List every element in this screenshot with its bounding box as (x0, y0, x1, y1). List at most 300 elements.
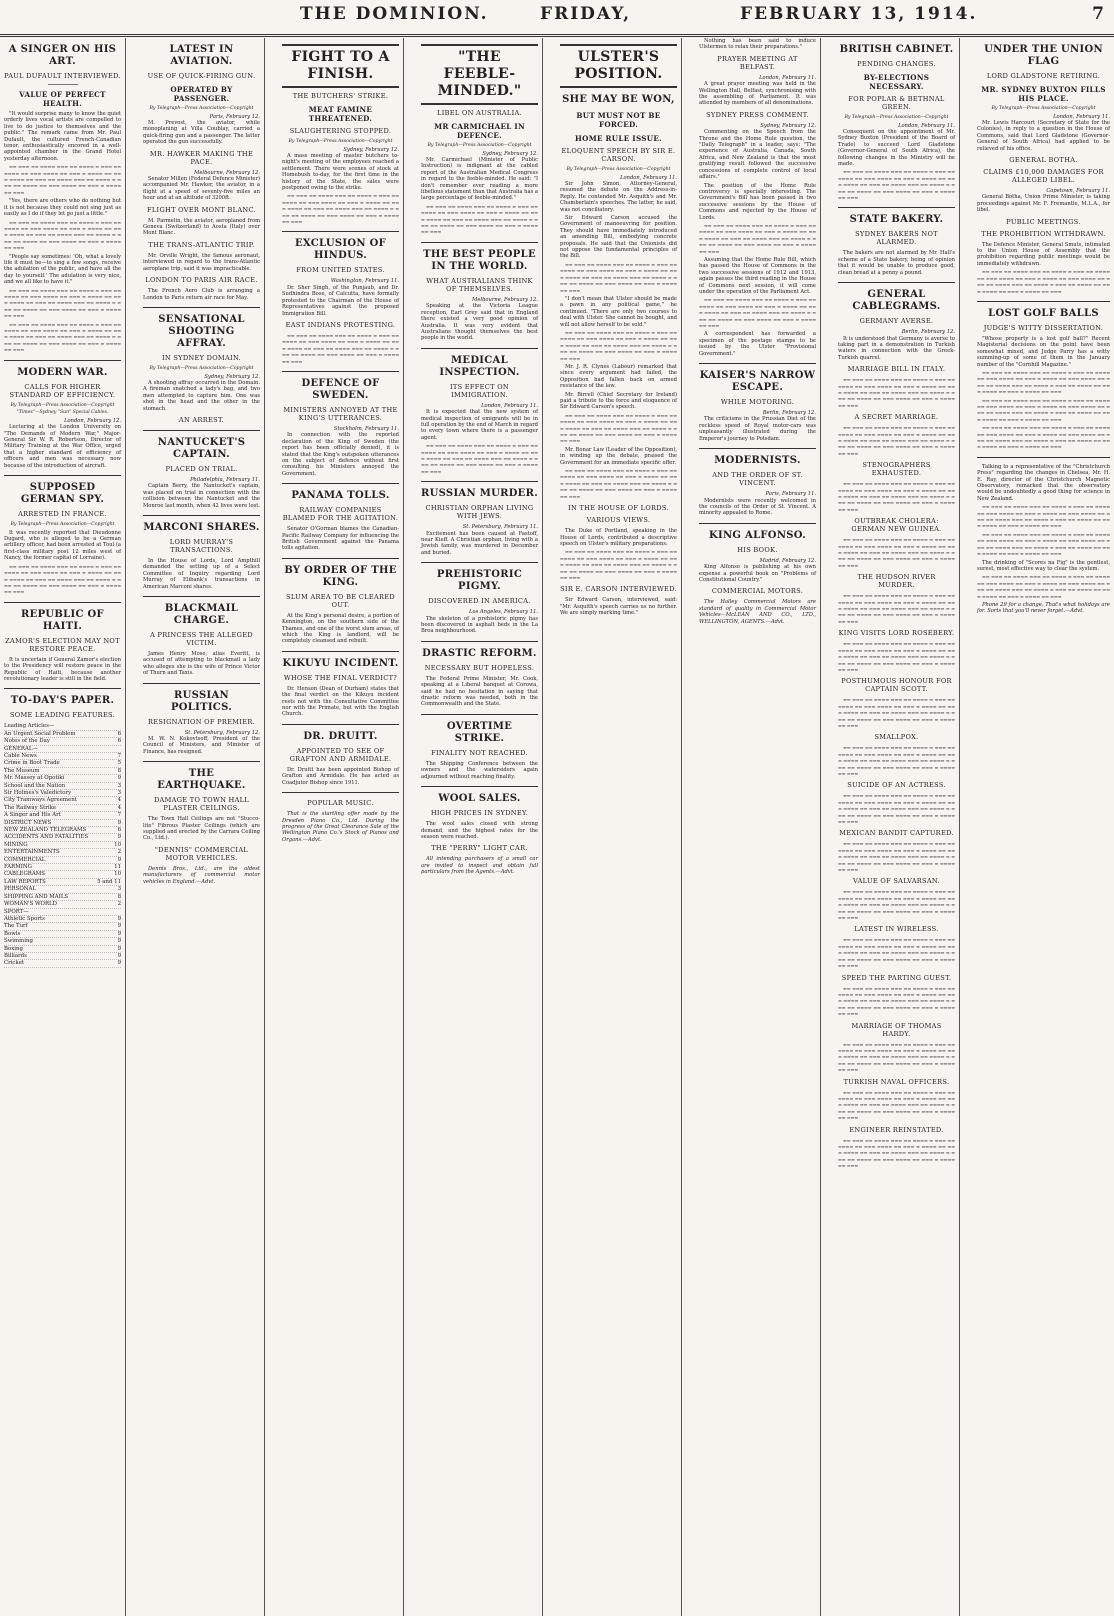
feature-page: 9 (117, 819, 121, 826)
subheading: SOME LEADING FEATURES. (9, 711, 116, 720)
masthead (0, 0, 1114, 37)
article-paragraph: It is uncertain if General Zamor's election to the Presidency will restore peace in the Republic of Haiti, because another revolutionary leader is still in the field. (4, 656, 121, 682)
feature-item (4, 871, 121, 878)
feature-item (4, 783, 121, 790)
feature-page: 7 (117, 752, 121, 759)
press-credit: By Telegraph—Press Association—Copyright (10, 402, 115, 408)
dateline: Capetown, February 11. (1046, 188, 1110, 195)
feature-name: Cricket (4, 960, 25, 967)
headline: MARCONI SHARES. (143, 521, 260, 533)
feature-name: SPORT— (4, 908, 29, 915)
article-paragraph: The Duke of Portland, speaking in the House of Lords, contributed a descriptive speech on Ulster's military preparations. (560, 528, 677, 547)
subheading: THE PROHIBITION WITHDRAWN. (981, 229, 1106, 238)
article-paragraph: Mr. Birrell (Chief Secretary for Ireland) paid a tribute to the force and eloquence of Sir Edward Carson's speech. (560, 391, 677, 411)
article-paragraph (4, 220, 121, 252)
divider (977, 457, 1110, 458)
dateline: Paris, February 11. (765, 491, 816, 498)
subheading: MARRIAGE BILL IN ITALY. (847, 365, 946, 374)
feature-page: 5 (117, 760, 121, 767)
feature-name: City Tramways Agreement (4, 797, 77, 804)
article-paragraph: It is understood that Germany is averse to taking part in a demonstration in Turkish waters in connection with the Greek-Turkish quarrel. (838, 335, 955, 361)
feature-name: A Singer and His Art (4, 812, 61, 819)
headline: PANAMA TOLLS. (291, 490, 390, 502)
subheading: SYDNEY PRESS COMMENT. (706, 110, 809, 119)
advertisement: Dennis Bros., Ltd., are the oldest manufacturers of commercial motor vehicles in England.—Advt. (143, 865, 260, 885)
article-paragraph: M. W. N. Kokovtsoff, President of the Council of Ministers, and Minister of Finance, has resigned. (143, 736, 260, 755)
column-7 (834, 38, 960, 1616)
article-paragraph (838, 593, 955, 625)
issue-date: FEBRUARY 13, 1914. (740, 4, 978, 24)
subheading: SMALLPOX. (874, 733, 919, 742)
divider (4, 360, 121, 361)
feature-page: 4 (117, 797, 121, 804)
divider (282, 483, 399, 484)
article-paragraph: Mr. Bonar Law (Leader of the Opposition), in winding up the debate, praised the Government for an immediate specific offer. (560, 446, 677, 466)
feature-item (4, 738, 121, 745)
subheading: GENERAL BOTHA. (1009, 156, 1078, 165)
feature-item (4, 909, 121, 916)
feature-item (4, 879, 121, 886)
article-paragraph (699, 297, 816, 329)
article-paragraph (838, 169, 955, 201)
article-paragraph: Sir John Simon, Attorney-General, resumed the debate on the Address-in-Reply. He contended Mr. Asquith's and Mr. Chamberlain's speeches. The latter, he said, was not conciliatory. (560, 181, 677, 213)
headline: BY ORDER OF THE KING. (284, 564, 397, 588)
headline: REPUBLIC OF HAITI. (21, 608, 104, 632)
subheading: RESIGNATION OF PREMIER. (147, 717, 256, 726)
feature-name: SHIPPING AND MAILS (4, 893, 69, 900)
article-paragraph: "I don't mean that Ulster should be made a pawn in any political game," he continued. "There are only two courses to deal with Ulster. She cannot be bought, and will not allow herself to be sold." (560, 295, 677, 328)
subheading: JUDGE'S WITTY DISSERTATION. (983, 323, 1104, 332)
advertisement: Phone 29 for a change. That's what holidays are for. Sorts that you'll never forget.—Advt. (977, 601, 1110, 615)
feature-name: Bowls (4, 930, 21, 937)
dateline: London, February 11. (481, 402, 538, 409)
headline: SUPPOSED GERMAN SPY. (20, 482, 105, 506)
article-paragraph: "Whose property is a lost golf ball?" Recent Magisterial decisions on the point have been somewhat mixed, and Judge Parry has a witty summing-up of some of them in the January number of the "Cornhill Magazine." (977, 335, 1110, 368)
article-paragraph: M. Parmelin, the aviator, aeroplaned from Geneva (Switzerland) to Aosta (Italy) over Mont Blanc. (143, 217, 260, 237)
feature-name: WOMAN'S WORLD (4, 901, 57, 908)
headline: TO-DAY'S PAPER. (10, 695, 115, 707)
feature-name: School and the Nation (4, 782, 66, 789)
article-paragraph (699, 223, 816, 255)
subheading: PLACED ON TRIAL. (165, 464, 238, 473)
feature-page: 9 (117, 938, 121, 945)
headline: BLACKMAIL CHARGE. (164, 603, 239, 626)
subheading: POSTHUMOUS HONOUR FOR CAPTAIN SCOTT. (841, 677, 952, 694)
subheading: VALUE OF SALVARSAN. (853, 877, 940, 886)
divider (282, 231, 399, 232)
subheading: MARRIAGE OF THOMAS HARDY. (851, 1021, 942, 1038)
feature-page: 6 (117, 738, 121, 745)
feature-page: 3 (117, 790, 121, 796)
headline: RUSSIAN POLITICS. (170, 689, 233, 713)
feature-name: Athletic Sports (4, 915, 45, 922)
subheading: HIS BOOK. (737, 545, 778, 554)
headline: RUSSIAN MURDER. (421, 488, 538, 500)
subheading: SYDNEY BAKERS NOT ALARMED. (855, 230, 938, 247)
article-paragraph: In the House of Lords, Lord Ampthill demanded the setting up of a Select Committee of Inquiry regarding Lord Murray of Elibank's transactions in American Marconi shares. (143, 557, 260, 590)
headline: NANTUCKET'S CAPTAIN. (157, 436, 246, 460)
feature-page: 9 (117, 945, 121, 952)
divider (282, 651, 399, 652)
press-credit: By Telegraph—Press Association—Copyright (288, 139, 393, 144)
headline: THE EARTHQUAKE. (157, 768, 246, 792)
headline: EXCLUSION OF HINDUS. (294, 238, 386, 262)
subheading: STENOGRAPHERS EXHAUSTED. (862, 461, 931, 478)
feature-name: ACCIDENTS AND FATALITIES (4, 834, 89, 841)
feature-item (4, 775, 121, 782)
feature-page: 10 (114, 871, 121, 878)
subheading: THE "PERRY" LIGHT CAR. (431, 844, 528, 853)
press-credit: By Telegraph—Press Association—Copyright (149, 106, 254, 111)
article-paragraph: It was recently reported that Dieudonne Dugard, who is alleged to be a German artillery officer, had been arrested at Toul (a first-class military post 12 miles west of Nancy, the former capital of Lorraine). (4, 529, 121, 562)
article-paragraph: General Botha, Union Prime Minister, is taking proceedings against Mr. F. Fremantle, M.L.A., for libel. (977, 194, 1110, 214)
article-paragraph: Senator Millen (Federal Defence Minister) accompanied Mr. Hawker, the aviator, in a flight at a speed of seventy-five miles an hour and at an altitude of 3200ft. (143, 176, 260, 202)
divider (838, 282, 955, 283)
feature-page: 11 (114, 864, 121, 871)
divider (48, 84, 78, 85)
article-paragraph: Nothing has been said to induce Ulstermen to relax their preparations." (699, 38, 816, 51)
article-paragraph: The Defence Minister, General Smuts, intimated to the Union House of Assembly that the prohibition regarding public meetings would be immediately withdrawn. (977, 241, 1110, 267)
subheading: LATEST IN WIRELESS. (854, 925, 939, 934)
subheading: ELOQUENT SPEECH BY SIR E. CARSON. (561, 147, 676, 163)
feature-name: An Urgent Social Problem (4, 730, 76, 737)
subheading: LIBEL ON AUSTRALIA. (437, 109, 522, 117)
feature-item (4, 953, 121, 960)
article-paragraph (560, 468, 677, 500)
newspaper-columns (0, 38, 1114, 1616)
dateline: London, February 11. (759, 74, 816, 81)
article-paragraph: In connection with the reported declaration of the King of Sweden (the report has been officially denied), it is stated that the King's outspoken utterances on the subject of defence without first consulting his Ministers annoyed the Government. (282, 432, 399, 477)
article-paragraph: The position of the Home Rule controversy is specially interesting. The Government's Bill has been passed in two successive sessions by the House of Commons and rejected by the House of Lords. (699, 182, 816, 221)
feature-page: 8 (117, 893, 121, 900)
divider (4, 688, 121, 689)
article-paragraph (977, 425, 1110, 451)
subheading: SUICIDE OF AN ACTRESS. (847, 781, 946, 790)
article-paragraph (282, 193, 399, 225)
subheading: FINALITY NOT REACHED. (431, 748, 528, 757)
feature-item (4, 820, 121, 827)
press-credit: By Telegraph—Press Association—Copyright (844, 115, 949, 120)
feature-name: PERSONAL (4, 886, 36, 893)
subheading: USE OF QUICK-FIRING GUN. (147, 72, 256, 80)
feature-page: 2 (117, 901, 121, 908)
feature-item (4, 812, 121, 819)
headline: SHE MAY BE WON, (562, 94, 675, 105)
feature-item (4, 827, 121, 834)
feature-name: Leading Articles— (4, 723, 55, 730)
divider (143, 761, 260, 762)
subheading: MR CARMICHAEL IN DEFENCE. (434, 122, 525, 140)
feature-page: 6 (117, 730, 121, 737)
dateline: Philadelphia, February 11. (190, 476, 260, 483)
feature-item (4, 931, 121, 938)
article-paragraph (838, 986, 955, 1018)
feature-page: 9 (117, 834, 121, 841)
subheading: HIGH PRICES IN SYDNEY. (430, 809, 529, 818)
article-paragraph: A mass meeting of master butchers to-night's meeting of the employees reached a settlement. There were scenes of stock at Homebush to-day, for the first time in the history of the State, the sales were postponed owing to the strike. (282, 153, 399, 192)
feature-item (4, 894, 121, 901)
article-paragraph (560, 330, 677, 362)
subheading: FLIGHT OVER MONT BLANC. (147, 205, 256, 214)
dateline: London, February 11. (1053, 113, 1110, 120)
feature-item (4, 886, 121, 893)
article-paragraph (977, 574, 1110, 600)
article-paragraph (977, 370, 1110, 396)
headline: GENERAL CABLEGRAMS. (852, 289, 941, 313)
divider (699, 363, 816, 364)
feature-name: DISTRICT NEWS (4, 819, 52, 826)
feature-page: 3 (117, 886, 121, 893)
subheading: THE TRANS-ATLANTIC TRIP. (148, 240, 255, 249)
feature-name: CABLEGRAMS (4, 871, 45, 878)
article-paragraph: "Yes, there are others who do nothing but it is not because they could not sing just as easily as I do if they let go just a little." (4, 198, 121, 218)
article-paragraph (560, 549, 677, 581)
subheading: MR. HAWKER MAKING THE PACE. (149, 149, 254, 166)
headline: MODERNISTS. (714, 455, 801, 467)
article-paragraph (560, 262, 677, 294)
subheading: THE BUTCHERS' STRIKE. (292, 92, 389, 100)
subheading: OPERATED BY PASSENGER. (170, 85, 233, 103)
subheading: PRAYER MEETING AT BELFAST. (717, 54, 798, 71)
article-paragraph: The skeleton of a prehistoric pigmy has been discovered in asphalt beds in the La Brea neighbourhood. (421, 615, 538, 635)
dateline: Berlin, February 12. (762, 410, 816, 417)
article-paragraph (4, 164, 121, 196)
feature-page: 6 (117, 827, 121, 834)
headline: FIGHT TO A FINISH. (282, 44, 399, 88)
article-paragraph: The Shipping Conference between the owners and the watersiders again adjourned without reaching finality. (421, 760, 538, 780)
article-paragraph (838, 793, 955, 825)
feature-item (4, 864, 121, 871)
dateline: London, February 12. (64, 417, 121, 424)
subheading: ARRESTED IN FRANCE. (18, 510, 107, 519)
article-paragraph: Speaking at the Victoria League reception, Earl Grey said that in England there existed a very good opinion of Australia. It was very evident that Australians thought themselves the best people in the world. (421, 303, 538, 342)
article-paragraph: Dr. Henson (Dean of Durham) states that the final verdict on the Kikuyu incident rests not with the Consultative Committee nor with the Primate, but with the English Church. (282, 685, 399, 718)
subheading: APPOINTED TO SEE OF GRAFTON AND ARMIDALE. (289, 746, 392, 763)
feature-name: Mr. Massey at Opotiki (4, 775, 65, 782)
feature-page: 9 (117, 775, 121, 782)
feature-page: 5 and 11 (97, 878, 121, 885)
subheading: WHOSE THE FINAL VERDICT? (283, 673, 398, 682)
article-paragraph (838, 841, 955, 873)
headline: KIKUYU INCIDENT. (282, 657, 399, 669)
subheading: RAILWAY COMPANIES BLAMED FOR THE AGITATION. (282, 506, 399, 523)
feature-item (4, 960, 121, 967)
divider (4, 475, 121, 476)
feature-page: 8 (117, 767, 121, 774)
dateline: Berlin, February 12. (901, 329, 955, 336)
article-paragraph: A shooting affray occurred in the Domain. A fireman snatched a lady's bag, and two men attempted to capture him. One was shot in the head and the other in the stomach. (143, 379, 260, 412)
subheading: OUTBREAK CHOLERA: GERMAN NEW GUINEA. (851, 517, 942, 534)
article-paragraph (838, 537, 955, 569)
divider (699, 448, 816, 449)
feature-page: 3 (117, 782, 121, 789)
subheading: VARIOUS VIEWS. (586, 516, 651, 525)
article-paragraph (4, 564, 121, 596)
press-credit: "Times"—Sydney "Sun" Special Cables. (16, 410, 109, 416)
article-paragraph: Dr. Druitt has been appointed Bishop of Grafton and Armidale. He has acted as Coadjutor Bishop since 1911. (282, 766, 399, 786)
divider (421, 786, 538, 787)
feature-page: 10 (114, 841, 121, 848)
divider (977, 301, 1110, 302)
subheading: MEAT FAMINE THREATENED. (308, 105, 373, 123)
divider (421, 348, 538, 349)
column-1 (0, 38, 126, 1616)
feature-item (4, 938, 121, 945)
subheading: DISCOVERED IN AMERICA. (428, 597, 531, 606)
subheading: EAST INDIANS PROTESTING. (285, 320, 396, 329)
feature-item (4, 849, 121, 856)
feature-name: Sir Holmes's Valedictory (4, 790, 72, 796)
headline: LOST GOLF BALLS (988, 307, 1099, 319)
feature-name: Billiards (4, 952, 27, 959)
subheading: THE HUDSON RIVER MURDER. (857, 573, 936, 590)
feature-item (4, 753, 121, 760)
divider (421, 481, 538, 482)
article-paragraph (977, 269, 1110, 295)
column-8 (973, 38, 1114, 1616)
subheading: SLUM AREA TO BE CLEARED OUT. (286, 592, 395, 609)
feature-name: LAW REPORTS (4, 878, 46, 885)
feature-name: Notes of the Day (4, 738, 50, 745)
feature-page: 9 (117, 930, 121, 937)
article-paragraph: M. Prevost, the aviator, while monoplaning at Villa Coublay, carried a quick-firing gun and a passenger. The latter operated the gun successfully. (143, 120, 260, 146)
subheading: AND THE ORDER OF ST. VINCENT. (712, 471, 803, 488)
subheading: HOME RULE ISSUE. (575, 134, 662, 143)
headline: MEDICAL INSPECTION. (439, 354, 520, 378)
features-list (4, 723, 121, 967)
divider (421, 242, 538, 243)
feature-item (4, 923, 121, 930)
feature-page: 9 (117, 952, 121, 959)
advertisement: The Halley Commercial Motors are standard of quality in Commercial Motor Vehicles—McLEAN AND CO., LTD., WELLINGTON, AGENTS.—Advt. (699, 599, 816, 625)
article-paragraph: Sir Edward Carson, interviewed, said: "Mr. Asquith's speech carries us no further. We are simply marking time." (560, 597, 677, 617)
issue-day: FRIDAY, (540, 4, 632, 24)
article-paragraph: The bakers are not alarmed by Mr. Hall's scheme of a State bakery, being of opinion that it would be unable to produce good, clean bread at a penny a pound. (838, 250, 955, 276)
headline: LATEST IN AVIATION. (169, 44, 234, 67)
subheading: FOR POPLAR & BETHNAL GREEN. (848, 95, 945, 111)
headline: UNDER THE UNION FLAG (984, 44, 1103, 67)
page-number: 7 (1092, 4, 1104, 24)
subheading: MR. SYDNEY BUXTON FILLS HIS PLACE. (981, 85, 1106, 103)
subheading: TURKISH NAVAL OFFICERS. (843, 1077, 950, 1086)
column-3 (278, 38, 404, 1616)
headline: OVERTIME STRIKE. (446, 720, 513, 744)
subheading: WHAT AUSTRALIANS THINK OF THEMSELVES. (426, 276, 533, 293)
dateline: Sydney, February 12. (204, 373, 260, 380)
feature-item (4, 916, 121, 923)
subheading: GERMANY AVERSE. (859, 317, 934, 326)
article-paragraph (838, 377, 955, 409)
article-paragraph: Senator O'Gorman blames the Canadian-Pacific Railway Company for influencing the British Government against the Panama tolls agitation. (282, 526, 399, 552)
article-paragraph: Mr. J. R. Clynes (Labour) remarked that since every argument had failed, the Opposition had fallen back on armed resistance of the law. (560, 363, 677, 390)
subheading: LORD GLADSTONE RETIRING. (986, 72, 1101, 80)
subheading: WHILE MOTORING. (720, 398, 795, 407)
article-paragraph: "It would surprise many to know the quiet orderly lives vocal artists are compelled to live to do justice to themselves and the public." The remark came from Mr. Paul Dufault, the cultured French-Canadian tenor, enthusiastically encored in a well-appointed chamber in the Grand Hotel yesterday afternoon. (4, 111, 121, 162)
article-paragraph: Assuming that the Home Rule Bill, which has passed the House of Commons in the two successive sessions of 1912 and 1913, again passes the third reading in the House of Commons next session, it will come under the operation of the Parliament Act. (699, 256, 816, 295)
article-paragraph: Mr. Lewis Harcourt (Secretary of State for the Colonies), in reply to a question in the House of Commons, said that Lord Gladstone (Governor-General of South Africa) had applied to be relieved of his office. (977, 120, 1110, 152)
feature-item (4, 797, 121, 804)
subheading: DAMAGE TO TOWN HALL PLASTER CEILINGS. (153, 796, 250, 813)
article-paragraph: Mr. Carmichael (Minister of Public Instruction) is indignant at the cabled report of the Australian Medical Congress in regard to the feeble-minded. He said: "I don't remember ever reading a more libellous statement than that Australia has a large percentage of feeble-minded." (421, 157, 538, 202)
article-paragraph (838, 641, 955, 673)
subheading: KING VISITS LORD ROSEBERY. (838, 629, 955, 638)
feature-name: The Railway Strike (4, 804, 57, 811)
divider (282, 724, 399, 725)
feature-name: Cable News (4, 752, 37, 759)
article-paragraph (838, 1042, 955, 1074)
dateline: London, February 11. (620, 174, 677, 181)
headline: A SINGER ON HIS ART. (8, 44, 117, 67)
divider (143, 307, 260, 308)
subheading: PUBLIC MEETINGS. (1006, 217, 1081, 226)
feature-name: Swimming (4, 938, 33, 945)
subheading: ZAMOR'S ELECTION MAY NOT RESTORE PEACE. (5, 636, 120, 653)
feature-name: ENTERTAINMENTS (4, 849, 60, 856)
dateline: London, February 11. (898, 122, 955, 129)
article-paragraph: The wool sales closed with strong demand, and the highest rates for the season were reached. (421, 821, 538, 840)
feature-item (4, 760, 121, 767)
advertisement: All intending purchasers of a small car are invited to inspect and obtain full particulars from the Agents.—Advt. (421, 856, 538, 876)
article-paragraph (282, 333, 399, 365)
headline: KAISER'S NARROW ESCAPE. (699, 370, 816, 394)
subheading: LORD MURRAY'S TRANSACTIONS. (169, 537, 234, 554)
article-paragraph (4, 322, 121, 354)
feature-page: 4 (117, 804, 121, 811)
article-paragraph (838, 937, 955, 969)
article-paragraph (977, 532, 1110, 558)
article-paragraph: The French Aero Club is arranging a London to Paris return air race for May. (143, 288, 260, 301)
press-credit: By Telegraph—Press Association—Copyright (427, 143, 532, 148)
subheading: LONDON TO PARIS AIR RACE. (145, 276, 258, 285)
article-paragraph: Excitement has been caused at Fastoff, near Kieff. A Christian orphan, living with a Jewish family, was murdered in December and buried. (421, 530, 538, 556)
article-paragraph: A great prayer meeting was held in the Wellington Hall, Belfast, synchronising with the assembling of Parliament. It was attended by members of all denominations. (699, 81, 816, 107)
dateline: Paris, February 12. (209, 113, 260, 120)
press-credit: By Telegraph—Press Association—Copyright (149, 365, 254, 371)
dateline: St. Petersburg, February 12. (184, 729, 260, 736)
advertisement: That is the startling offer made by the Dresden Piano Co., Ltd. During the progress of the Great Clearance Sale of the Wellington Piano Co.'s Stock of Pianos and Organs.—Advt. (282, 811, 399, 843)
divider (421, 641, 538, 642)
subheading: POPULAR MUSIC. (307, 799, 374, 808)
divider (282, 792, 399, 793)
headline: DR. DRUITT. (303, 730, 378, 742)
article-paragraph: Sir Edward Carson accused the Government of manoeuvring for position. They should have immediately introduced an amending Bill, embodying concrete proposals. He said that the Unionists did not oppose the fundamental principles of the Bill. (560, 215, 677, 260)
feature-item (4, 857, 121, 864)
divider (421, 714, 538, 715)
divider (143, 596, 260, 597)
dateline: Los Angeles, February 11. (469, 609, 538, 616)
subheading: SLAUGHTERING STOPPED. (289, 127, 392, 135)
subheading: IN SYDNEY DOMAIN. (161, 353, 241, 362)
subheading: A SECRET MARRIAGE. (854, 413, 939, 422)
article-paragraph: Captain Berry, the Nantucket's captain, was placed on trial in connection with the collision between the Nantucket and the Monroe last month, when 42 lives were lost. (143, 483, 260, 509)
feature-name: NEW ZEALAND TELEGRAMS (4, 827, 87, 834)
feature-item (4, 790, 121, 797)
dateline: Melbourne, February 12. (472, 296, 538, 303)
headline: "THE FEEBLE-MINDED." (421, 44, 538, 105)
article-paragraph (838, 1090, 955, 1122)
feature-item (4, 834, 121, 841)
subheading: CALLS FOR HIGHER STANDARD OF EFFICIENCY. (9, 382, 116, 399)
article-paragraph: Talking to a representative of the "Christchurch Press" regarding the changes in Chelsea, Mr. H. E. Ray, director of the Christchurch Magnetic Observatory, remarked that the observatory would be undoubtedly a good thing for science in New Zealand. (977, 463, 1110, 502)
dateline: Washington, February 11. (330, 278, 399, 285)
subheading: CHRISTIAN ORPHAN LIVING WITH JEWS. (425, 504, 534, 521)
dateline: Madrid, February 12. (759, 557, 816, 564)
article-paragraph: The criticisms in the Prussian Diet of the reckless speed of Royal motor-cars was unpleasantly illustrated during the Emperor's journey to Potsdam. (699, 416, 816, 442)
feature-item (4, 805, 121, 812)
subheading: AN ARREST. (178, 415, 225, 424)
feature-page: 9 (117, 856, 121, 863)
subheading: SPEED THE PARTING GUEST. (841, 973, 952, 982)
